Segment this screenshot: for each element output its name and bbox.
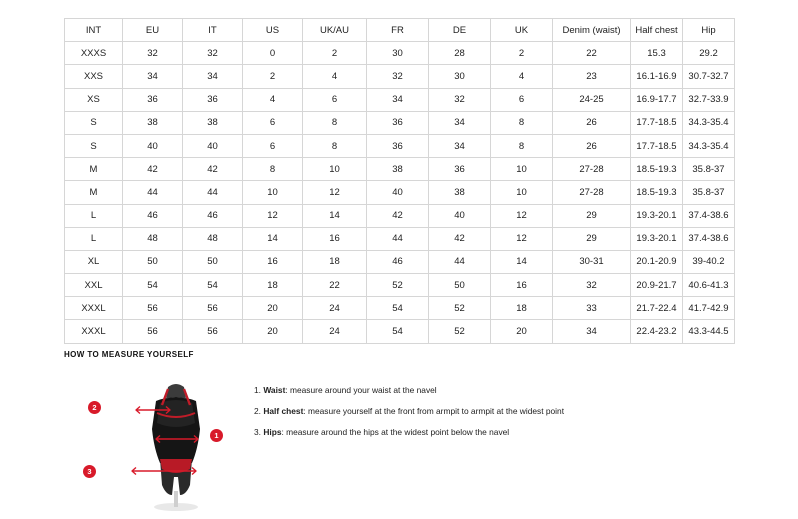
cell-uk-au: 24 [303, 297, 367, 320]
cell-de: 30 [429, 65, 491, 88]
instruction-term: Hips [263, 427, 282, 438]
instruction-term: Half chest [263, 406, 304, 417]
cell-uk: 16 [491, 274, 553, 297]
cell-denim-waist: 32 [553, 274, 631, 297]
cell-uk-au: 8 [303, 134, 367, 157]
how-to-measure-section [64, 350, 744, 513]
cell-uk-au: 2 [303, 42, 367, 65]
cell-it: 36 [183, 88, 243, 111]
cell-int: XXL [65, 274, 123, 297]
cell-uk-au: 12 [303, 181, 367, 204]
cell-half-chest: 21.7-22.4 [631, 297, 683, 320]
mannequin-figure-icon [116, 373, 236, 513]
cell-us: 8 [243, 158, 303, 181]
table-row [65, 111, 735, 134]
instruction-number: 2. [254, 406, 261, 417]
cell-fr: 34 [367, 88, 429, 111]
measure-badge-3: 3 [83, 465, 96, 478]
column-header-int: INT [65, 19, 123, 42]
cell-it: 38 [183, 111, 243, 134]
cell-half-chest: 17.7-18.5 [631, 134, 683, 157]
table-row [65, 227, 735, 250]
cell-denim-waist: 27-28 [553, 158, 631, 181]
cell-denim-waist: 26 [553, 111, 631, 134]
column-header-us: US [243, 19, 303, 42]
instruction-text: : measure around the hips at the widest point below the navel [281, 427, 510, 438]
table-row [65, 320, 735, 343]
column-header-fr: FR [367, 19, 429, 42]
cell-uk: 2 [491, 42, 553, 65]
cell-int: XS [65, 88, 123, 111]
cell-int: XL [65, 250, 123, 273]
table-row [65, 42, 735, 65]
table-row [65, 88, 735, 111]
cell-it: 50 [183, 250, 243, 273]
how-to-measure-title: HOW TO MEASURE YOURSELF [64, 350, 194, 359]
instruction-number: 3. [254, 427, 261, 438]
cell-half-chest: 20.9-21.7 [631, 274, 683, 297]
cell-fr: 52 [367, 274, 429, 297]
cell-it: 42 [183, 158, 243, 181]
cell-hip: 43.3-44.5 [683, 320, 735, 343]
cell-half-chest: 18.5-19.3 [631, 158, 683, 181]
cell-hip: 41.7-42.9 [683, 297, 735, 320]
cell-hip: 34.3-35.4 [683, 134, 735, 157]
cell-uk-au: 18 [303, 250, 367, 273]
cell-fr: 54 [367, 320, 429, 343]
cell-uk-au: 10 [303, 158, 367, 181]
cell-de: 52 [429, 320, 491, 343]
cell-hip: 39-40.2 [683, 250, 735, 273]
cell-us: 14 [243, 227, 303, 250]
cell-de: 32 [429, 88, 491, 111]
cell-half-chest: 18.5-19.3 [631, 181, 683, 204]
cell-de: 42 [429, 227, 491, 250]
cell-eu: 32 [123, 42, 183, 65]
size-chart-container [64, 18, 734, 344]
table-row [65, 250, 735, 273]
cell-half-chest: 15.3 [631, 42, 683, 65]
table-row [65, 158, 735, 181]
cell-hip: 37.4-38.6 [683, 227, 735, 250]
cell-uk-au: 6 [303, 88, 367, 111]
table-row [65, 134, 735, 157]
cell-us: 20 [243, 297, 303, 320]
cell-hip: 32.7-33.9 [683, 88, 735, 111]
cell-fr: 46 [367, 250, 429, 273]
cell-hip: 37.4-38.6 [683, 204, 735, 227]
cell-int: L [65, 227, 123, 250]
cell-uk: 14 [491, 250, 553, 273]
cell-uk-au: 22 [303, 274, 367, 297]
cell-uk: 12 [491, 227, 553, 250]
cell-us: 10 [243, 181, 303, 204]
cell-eu: 48 [123, 227, 183, 250]
cell-de: 36 [429, 158, 491, 181]
cell-int: XXXL [65, 320, 123, 343]
cell-uk: 10 [491, 158, 553, 181]
cell-int: XXXL [65, 297, 123, 320]
cell-hip: 35.8-37 [683, 181, 735, 204]
cell-hip: 40.6-41.3 [683, 274, 735, 297]
cell-us: 0 [243, 42, 303, 65]
cell-int: M [65, 158, 123, 181]
cell-uk: 20 [491, 320, 553, 343]
cell-uk-au: 8 [303, 111, 367, 134]
cell-denim-waist: 34 [553, 320, 631, 343]
cell-it: 44 [183, 181, 243, 204]
cell-us: 6 [243, 111, 303, 134]
cell-eu: 38 [123, 111, 183, 134]
cell-int: S [65, 134, 123, 157]
cell-half-chest: 17.7-18.5 [631, 111, 683, 134]
measure-badge-1: 1 [210, 429, 223, 442]
cell-denim-waist: 27-28 [553, 181, 631, 204]
cell-us: 2 [243, 65, 303, 88]
cell-half-chest: 16.9-17.7 [631, 88, 683, 111]
cell-us: 6 [243, 134, 303, 157]
table-row [65, 297, 735, 320]
cell-it: 32 [183, 42, 243, 65]
cell-de: 40 [429, 204, 491, 227]
cell-de: 34 [429, 111, 491, 134]
cell-eu: 42 [123, 158, 183, 181]
cell-it: 48 [183, 227, 243, 250]
cell-denim-waist: 30-31 [553, 250, 631, 273]
cell-eu: 46 [123, 204, 183, 227]
cell-denim-waist: 29 [553, 227, 631, 250]
cell-us: 12 [243, 204, 303, 227]
cell-denim-waist: 29 [553, 204, 631, 227]
cell-int: XXS [65, 65, 123, 88]
cell-de: 50 [429, 274, 491, 297]
cell-denim-waist: 22 [553, 42, 631, 65]
cell-eu: 40 [123, 134, 183, 157]
size-chart-table [64, 18, 735, 344]
cell-eu: 36 [123, 88, 183, 111]
instruction-text: : measure around your waist at the navel [285, 385, 437, 395]
cell-uk-au: 16 [303, 227, 367, 250]
cell-uk: 6 [491, 88, 553, 111]
instruction-hips [254, 427, 564, 437]
cell-hip: 35.8-37 [683, 158, 735, 181]
column-header-it: IT [183, 19, 243, 42]
cell-hip: 34.3-35.4 [683, 111, 735, 134]
cell-us: 18 [243, 274, 303, 297]
cell-half-chest: 20.1-20.9 [631, 250, 683, 273]
cell-eu: 34 [123, 65, 183, 88]
cell-hip: 29.2 [683, 42, 735, 65]
cell-fr: 36 [367, 134, 429, 157]
column-header-denim-waist: Denim (waist) [553, 19, 631, 42]
cell-eu: 50 [123, 250, 183, 273]
cell-eu: 54 [123, 274, 183, 297]
cell-eu: 56 [123, 320, 183, 343]
column-header-half-chest: Half chest [631, 19, 683, 42]
cell-it: 34 [183, 65, 243, 88]
cell-fr: 30 [367, 42, 429, 65]
table-row [65, 181, 735, 204]
cell-fr: 32 [367, 65, 429, 88]
cell-uk-au: 4 [303, 65, 367, 88]
table-row [65, 65, 735, 88]
measure-badge-2: 2 [88, 401, 101, 414]
cell-half-chest: 19.3-20.1 [631, 204, 683, 227]
cell-denim-waist: 23 [553, 65, 631, 88]
table-row [65, 274, 735, 297]
cell-fr: 42 [367, 204, 429, 227]
cell-int: M [65, 181, 123, 204]
cell-half-chest: 19.3-20.1 [631, 227, 683, 250]
cell-de: 34 [429, 134, 491, 157]
instruction-half-chest [254, 406, 564, 416]
instruction-term: Waist [263, 385, 286, 395]
cell-de: 28 [429, 42, 491, 65]
cell-denim-waist: 26 [553, 134, 631, 157]
table-row [65, 204, 735, 227]
cell-fr: 54 [367, 297, 429, 320]
cell-uk: 8 [491, 111, 553, 134]
cell-eu: 56 [123, 297, 183, 320]
cell-fr: 38 [367, 158, 429, 181]
cell-int: S [65, 111, 123, 134]
cell-us: 4 [243, 88, 303, 111]
cell-it: 46 [183, 204, 243, 227]
table-header-row [65, 19, 735, 42]
cell-uk-au: 14 [303, 204, 367, 227]
measure-instructions [254, 373, 564, 448]
cell-uk: 12 [491, 204, 553, 227]
cell-it: 54 [183, 274, 243, 297]
instruction-waist [254, 385, 564, 395]
cell-int: L [65, 204, 123, 227]
cell-int: XXXS [65, 42, 123, 65]
cell-de: 38 [429, 181, 491, 204]
cell-half-chest: 16.1-16.9 [631, 65, 683, 88]
cell-it: 56 [183, 320, 243, 343]
column-header-eu: EU [123, 19, 183, 42]
instruction-text: : measure yourself at the front from armpit to armpit at the widest point [303, 406, 565, 417]
column-header-hip: Hip [683, 19, 735, 42]
cell-it: 40 [183, 134, 243, 157]
cell-denim-waist: 33 [553, 297, 631, 320]
column-header-de: DE [429, 19, 491, 42]
cell-uk: 18 [491, 297, 553, 320]
cell-eu: 44 [123, 181, 183, 204]
column-header-uk-au: UK/AU [303, 19, 367, 42]
cell-us: 20 [243, 320, 303, 343]
cell-de: 44 [429, 250, 491, 273]
cell-fr: 40 [367, 181, 429, 204]
cell-uk: 4 [491, 65, 553, 88]
cell-hip: 30.7-32.7 [683, 65, 735, 88]
cell-uk-au: 24 [303, 320, 367, 343]
cell-uk: 8 [491, 134, 553, 157]
cell-uk: 10 [491, 181, 553, 204]
cell-us: 16 [243, 250, 303, 273]
cell-it: 56 [183, 297, 243, 320]
cell-fr: 36 [367, 111, 429, 134]
cell-half-chest: 22.4-23.2 [631, 320, 683, 343]
cell-fr: 44 [367, 227, 429, 250]
cell-de: 52 [429, 297, 491, 320]
column-header-uk: UK [491, 19, 553, 42]
mannequin-illustration [87, 373, 236, 513]
how-to-measure-body [64, 373, 744, 513]
instruction-number: 1. [254, 385, 261, 395]
cell-denim-waist: 24-25 [553, 88, 631, 111]
